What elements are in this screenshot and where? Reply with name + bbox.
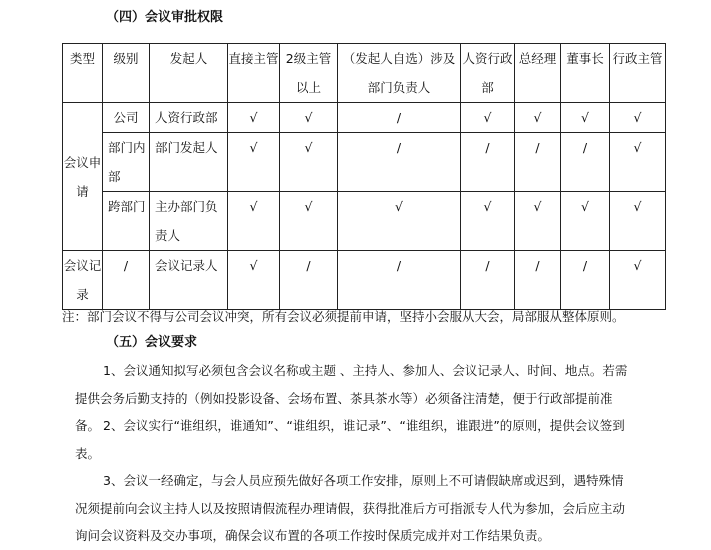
- mark-cell: /: [515, 133, 561, 192]
- approval-authority-table: [62, 43, 666, 310]
- mark-cell: √: [228, 251, 280, 310]
- mark-cell: /: [338, 103, 461, 133]
- header-cell: 级别: [103, 44, 150, 103]
- mark-cell: √: [610, 251, 666, 310]
- requirement-paragraph-1: 1、会议通知拟写必须包含会议名称或主题 、主持人、参加人、会议记录人、时间、地点。若需提供会务后勤支持的（例如投影设备、会场布置、茶具茶水等）必须备注清楚，便于行政部提前准备。: [75, 363, 628, 433]
- section-five-heading: （五）会议要求: [106, 335, 198, 350]
- mark-cell: √: [228, 133, 280, 192]
- header-cell: 直接主管: [228, 44, 280, 103]
- table-header-row: [63, 44, 666, 103]
- mark-cell: √: [280, 103, 338, 133]
- mark-cell: √: [228, 103, 280, 133]
- header-cell: 董事长: [561, 44, 610, 103]
- header-cell: 发起人: [150, 44, 228, 103]
- level-cell: /: [103, 251, 150, 310]
- mark-cell: √: [561, 103, 610, 133]
- header-cell: 2级主管以上: [280, 44, 338, 103]
- mark-cell: √: [228, 192, 280, 251]
- category-cell: 会议申请: [63, 103, 103, 251]
- table-row: [63, 133, 666, 192]
- level-cell: 部门内部: [103, 133, 150, 192]
- table-row: [63, 192, 666, 251]
- header-cell: （发起人自选）涉及部门负责人: [338, 44, 461, 103]
- mark-cell: √: [610, 192, 666, 251]
- requirement-paragraph-3: 3、会议一经确定，与会人员应预先做好各项工作安排，原则上不可请假缺席或迟到，遇特殊情况须提前向会议主持人以及按照请假流程办理请假，获得批准后方可指派专人代为参加，会后应主动询问会议资料及交办事项，确保会议布置的各项工作按时保质完成并对工作结果负责。: [75, 473, 626, 543]
- initiator-cell: 主办部门负责人: [150, 192, 228, 251]
- table-row: [63, 103, 666, 133]
- mark-cell: √: [461, 103, 515, 133]
- mark-cell: √: [461, 192, 515, 251]
- mark-cell: /: [461, 133, 515, 192]
- mark-cell: /: [461, 251, 515, 310]
- mark-cell: √: [280, 133, 338, 192]
- header-cell: 类型: [63, 44, 103, 103]
- mark-cell: /: [561, 133, 610, 192]
- mark-cell: √: [338, 192, 461, 251]
- table-note: 注：部门会议不得与公司会议冲突，所有会议必须提前申请，坚持小会服从大会，局部服从整体原则。: [62, 309, 625, 324]
- initiator-cell: 人资行政部: [150, 103, 228, 133]
- mark-cell: /: [338, 133, 461, 192]
- requirement-paragraph-2: 2、会议实行“谁组织，谁通知”、“谁组织，谁记录”、“谁组织，谁跟进”的原则，提供会议签到表。: [75, 418, 625, 461]
- mark-cell: /: [280, 251, 338, 310]
- mark-cell: √: [561, 192, 610, 251]
- mark-cell: /: [561, 251, 610, 310]
- category-cell: 会议记录: [63, 251, 103, 310]
- header-cell: 人资行政部: [461, 44, 515, 103]
- header-cell: 总经理: [515, 44, 561, 103]
- mark-cell: /: [515, 251, 561, 310]
- level-cell: 公司: [103, 103, 150, 133]
- table-row: [63, 251, 666, 310]
- mark-cell: √: [515, 192, 561, 251]
- level-cell: 跨部门: [103, 192, 150, 251]
- initiator-cell: 部门发起人: [150, 133, 228, 192]
- mark-cell: √: [280, 192, 338, 251]
- mark-cell: √: [610, 133, 666, 192]
- mark-cell: √: [610, 103, 666, 133]
- section-four-heading: （四）会议审批权限: [106, 10, 224, 25]
- initiator-cell: 会议记录人: [150, 251, 228, 310]
- mark-cell: /: [338, 251, 461, 310]
- mark-cell: √: [515, 103, 561, 133]
- header-cell: 行政主管: [610, 44, 666, 103]
